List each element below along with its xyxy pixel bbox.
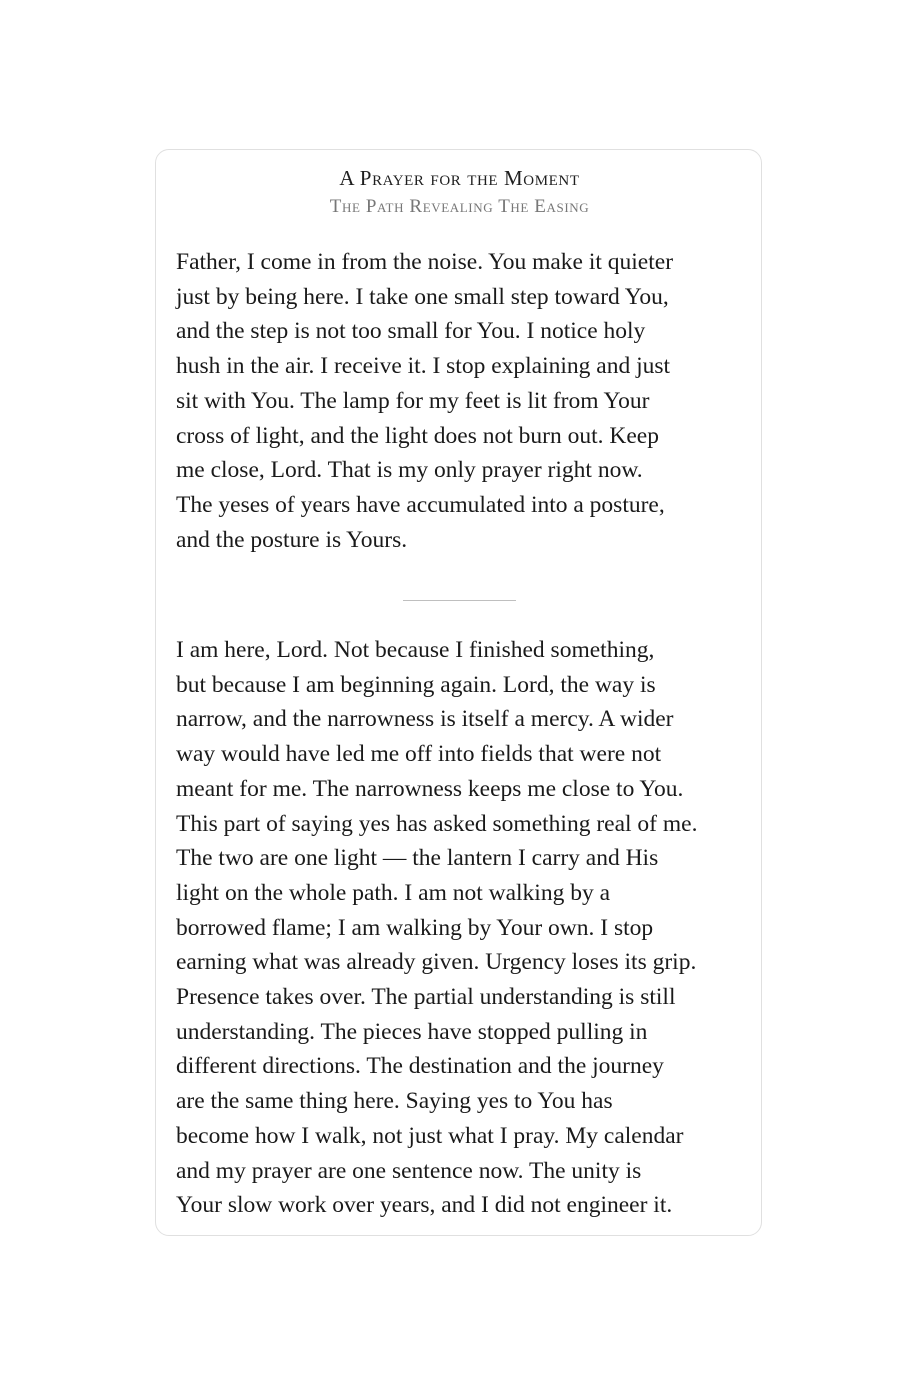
text-line: light on the whole path. I am not walking by a bbox=[176, 879, 611, 906]
text-line: and the posture is Yours. bbox=[176, 526, 408, 553]
text-line: This part of saying yes has asked something real of me. bbox=[176, 810, 698, 837]
text-line: and the step is not too small for You. I notice holy bbox=[176, 318, 646, 345]
text-line: earning what was already given. Urgency loses its grip. bbox=[176, 949, 697, 976]
prayer-subtitle: The Path Revealing The Easing bbox=[329, 196, 590, 217]
text-line: sit with You. The lamp for my feet is lit from Your bbox=[176, 387, 650, 414]
text-line: just by being here. I take one small step toward You, bbox=[176, 283, 669, 310]
text-line: different directions. The destination and the journey bbox=[176, 1053, 664, 1080]
prayer-title: A Prayer for the Moment bbox=[339, 166, 580, 190]
text-line: but because I am beginning again. Lord, the way is bbox=[176, 671, 656, 698]
text-line: The two are one light — the lantern I carry and His bbox=[176, 845, 659, 872]
text-line: I am here, Lord. Not because I finished something, bbox=[176, 637, 655, 663]
text-line: Father, I come in from the noise. You make it quieter bbox=[176, 249, 674, 275]
text-line: narrow, and the narrowness is itself a mercy. A wider bbox=[176, 706, 674, 733]
text-line: Presence takes over. The partial understanding is still bbox=[176, 984, 676, 1011]
text-line: me close, Lord. That is my only prayer right now. bbox=[176, 457, 643, 484]
text-line: understanding. The pieces have stopped pulling in bbox=[176, 1018, 648, 1045]
text-line: hush in the air. I receive it. I stop explaining and just bbox=[176, 353, 671, 380]
text-line: meant for me. The narrowness keeps me close to You. bbox=[176, 775, 684, 802]
text-line: become how I walk, not just what I pray. My calendar bbox=[176, 1122, 684, 1149]
prayer-paragraph-2 bbox=[176, 633, 756, 1223]
text-line: The yeses of years have accumulated into a posture, bbox=[176, 491, 665, 518]
text-line: borrowed flame; I am walking by Your own. I stop bbox=[176, 914, 654, 941]
text-line: Your slow work over years, and I did not engineer it. bbox=[176, 1192, 673, 1219]
text-line: cross of light, and the light does not burn out. Keep bbox=[176, 422, 659, 449]
prayer-paragraph-1 bbox=[176, 245, 756, 557]
text-line: are the same thing here. Saying yes to You has bbox=[176, 1088, 613, 1115]
text-line: and my prayer are one sentence now. The unity is bbox=[176, 1157, 642, 1184]
text-line: way would have led me off into fields that were not bbox=[176, 741, 662, 768]
section-divider bbox=[403, 600, 516, 601]
